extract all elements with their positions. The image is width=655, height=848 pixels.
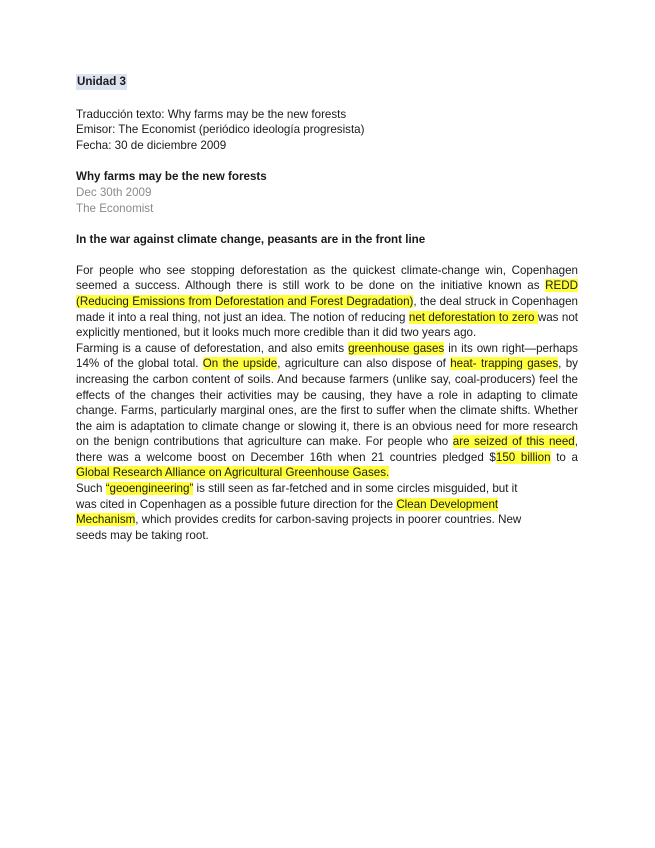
highlight-150-billion: 150 billion bbox=[495, 450, 551, 464]
text-run: is still seen as far-fetched and in some circles misguided, but it was cited in Copenhagen as a possible future direction for the bbox=[76, 482, 518, 511]
highlight-clean-development-mechanism: Clean Development Mechanism bbox=[76, 497, 499, 527]
highlight-greenhouse-gases: greenhouse gases bbox=[348, 341, 445, 355]
translation-line: Traducción texto: Why farms may be the new forests bbox=[76, 107, 347, 121]
text-run: For people who see stopping deforestation as the quickest climate-change win, Copenhagen seemed a success. Although there is still work to be done on the initiative known as bbox=[76, 263, 578, 293]
paragraph-copenhagen bbox=[76, 263, 578, 341]
article-subheadline: In the war against climate change, peasants are in the front line bbox=[76, 233, 426, 247]
text-run: , which provides credits for carbon-saving projects in poorer countries. New seeds may be taking root. bbox=[76, 513, 522, 542]
highlight-geoengineering: “geoengineering” bbox=[105, 482, 194, 496]
text-run: Farming is a cause of deforestation, and also emits bbox=[76, 341, 349, 355]
text-run: , there was a welcome boost on December 16th when 21 countries pledged $ bbox=[76, 435, 578, 464]
highlight-net-deforestation: net deforestation to zero bbox=[408, 310, 538, 324]
highlight-seized-of-this-need: are seized of this need bbox=[452, 435, 575, 449]
text-run: , by increasing the carbon content of soils. And because farmers (unlike say, coal-producers) feel the effects of the changes their activities may be causing, they have a role in adapting to climate change. Farms, particularly marginal ones, are the first to suffer when the climate shifts. Whether the aim is adaptation to climate change or slowing it, there is an obvious need for more research on the benign contributions that agriculture can make. For people who bbox=[76, 357, 578, 449]
text-run: Such bbox=[76, 482, 106, 496]
highlight-global-research-alliance: Global Research Alliance on Agricultural Greenhouse Gases. bbox=[76, 466, 390, 480]
document-metadata bbox=[76, 107, 578, 154]
date-line: Fecha: 30 de diciembre 2009 bbox=[76, 138, 227, 152]
article-date: Dec 30th 2009 bbox=[76, 185, 152, 199]
text-run: in its own right—perhaps 14% of the global total. bbox=[76, 341, 578, 371]
text-run: , the deal struck in Copenhagen made it into a real thing, not just an idea. The notion of reducing bbox=[76, 294, 578, 324]
paragraph-farming bbox=[76, 341, 578, 481]
document-page bbox=[76, 74, 578, 543]
sender-line: Emisor: The Economist (periódico ideología progresista) bbox=[76, 123, 365, 137]
highlight-on-the-upside: On the upside bbox=[202, 357, 278, 371]
text-run: was not explicitly mentioned, but it looks much more credible than it did two years ago. bbox=[76, 310, 578, 340]
text-run: , agriculture can also dispose of bbox=[277, 357, 451, 371]
article-source: The Economist bbox=[76, 201, 154, 215]
article-title: Why farms may be the new forests bbox=[76, 170, 267, 184]
unit-title: Unidad 3 bbox=[77, 75, 126, 88]
byline bbox=[76, 185, 578, 216]
highlight-heat-trapping-gases: heat- trapping gases bbox=[450, 357, 559, 371]
paragraph-geoengineering bbox=[76, 481, 531, 543]
text-run: to a bbox=[550, 450, 578, 464]
highlight-redd: REDD (Reducing Emissions from Deforestation and Forest Degradation) bbox=[76, 279, 578, 308]
